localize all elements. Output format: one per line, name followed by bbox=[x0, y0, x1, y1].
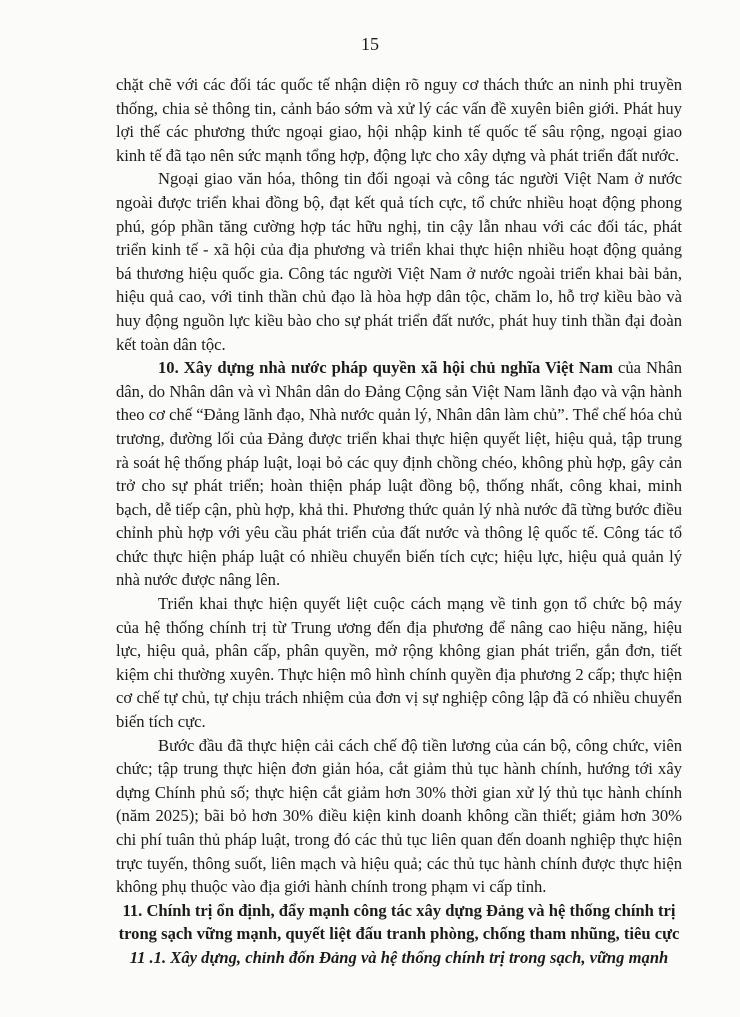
section-11-heading: 11. Chính trị ổn định, đẩy mạnh công tác xây dựng Đảng và hệ thống chính trị trong sạch vững mạnh, quyết liệt đấu tranh phòng, chống tham nhũng, tiêu cực bbox=[118, 900, 680, 944]
paragraph-rule-of-law-state bbox=[116, 356, 682, 592]
paragraph-cultural-diplomacy: Ngoại giao văn hóa, thông tin đối ngoại và công tác người Việt Nam ở nước ngoài được triển khai đồng bộ, đạt kết quả tích cực, tổ chức nhiều hoạt động phong phú, góp phần tăng cường hợp tác hữu nghị, tin cậy lẫn nhau với các đối tác, phát triển kinh tế - xã hội của địa phương và triển khai thực hiện nhiều hoạt động quảng bá thương hiệu quốc gia. Công tác người Việt Nam ở nước ngoài triển khai bài bản, hiệu quả cao, với tinh thần chủ đạo là hòa hợp dân tộc, chăm lo, hỗ trợ kiều bào và huy động nguồn lực kiều bào cho sự phát triển đất nước, phát huy tinh thần đại đoàn kết toàn dân tộc. bbox=[116, 169, 682, 354]
subsection-11-1-heading: 11 .1. Xây dựng, chỉnh đốn Đảng và hệ thống chính trị trong sạch, vững mạnh bbox=[129, 947, 669, 967]
paragraph-foreign-affairs-continued: chặt chẽ với các đối tác quốc tế nhận diện rõ nguy cơ thách thức an ninh phi truyền thống, chia sẻ thông tin, cảnh báo sớm và xử lý các vấn đề xuyên biên giới. Phát huy lợi thế các phương thức ngoại giao, hội nhập kinh tế quốc tế sâu rộng, ngoại giao kinh tế đã tạo nên sức mạnh tổng hợp, động lực cho xây dựng và phát triển đất nước. bbox=[116, 75, 682, 165]
item-10-text: của Nhân dân, do Nhân dân và vì Nhân dân do Đảng Cộng sản Việt Nam lãnh đạo và vận hành theo cơ chế “Đảng lãnh đạo, Nhà nước quản lý, Nhân dân làm chủ”. Thể chế hóa chủ trương, đường lối của Đảng được triển khai thực hiện quyết liệt, hiệu quả, tập trung rà soát hệ thống pháp luật, loại bỏ các quy định chồng chéo, không phù hợp, gây cản trở cho sự phát triển; hoàn thiện pháp luật đồng bộ, thống nhất, công khai, minh bạch, dễ tiếp cận, phù hợp, khả thi. Phương thức quản lý nhà nước đã từng bước điều chỉnh phù hợp với yêu cầu phát triển của đất nước và thông lệ quốc tế. Công tác tổ chức thực hiện pháp luật có nhiều chuyển biến tích cực; hiệu lực, hiệu quả quản lý nhà nước được nâng lên. bbox=[116, 358, 682, 590]
paragraph-salary-reform: Bước đầu đã thực hiện cải cách chế độ tiền lương của cán bộ, công chức, viên chức; tập trung thực hiện đơn giản hóa, cắt giảm thủ tục hành chính, hướng tới xây dựng Chính phủ số; thực hiện cắt giảm hơn 30% thời gian xử lý thủ tục hành chính (năm 2025); bãi bỏ hơn 30% điều kiện kinh doanh không cần thiết; giảm hơn 30% chi phí tuân thủ pháp luật, trong đó các thủ tục liên quan đến doanh nghiệp thực hiện trực tuyến, thông suốt, liên mạch và hiệu quả; các thủ tục hành chính được thực hiện không phụ thuộc vào địa giới hành chính trong phạm vi cấp tỉnh. bbox=[116, 735, 682, 897]
paragraph-apparatus-streamlining: Triển khai thực hiện quyết liệt cuộc cách mạng về tinh gọn tổ chức bộ máy của hệ thống chính trị từ Trung ương đến địa phương để nâng cao hiệu năng, hiệu lực, hiệu quả, phân cấp, phân quyền, mở rộng không gian phát triển, gắn đơn, tiết kiệm chi thường xuyên. Thực hiện mô hình chính quyền địa phương 2 cấp; thực hiện cơ chế tự chủ, tự chịu trách nhiệm của đơn vị sự nghiệp công lập đã có nhiều chuyển biến tích cực. bbox=[116, 594, 682, 732]
item-10-heading: 10. Xây dựng nhà nước pháp quyền xã hội chủ nghĩa Việt Nam bbox=[158, 358, 613, 378]
page-number: 15 bbox=[361, 34, 379, 54]
document-body bbox=[116, 73, 682, 970]
